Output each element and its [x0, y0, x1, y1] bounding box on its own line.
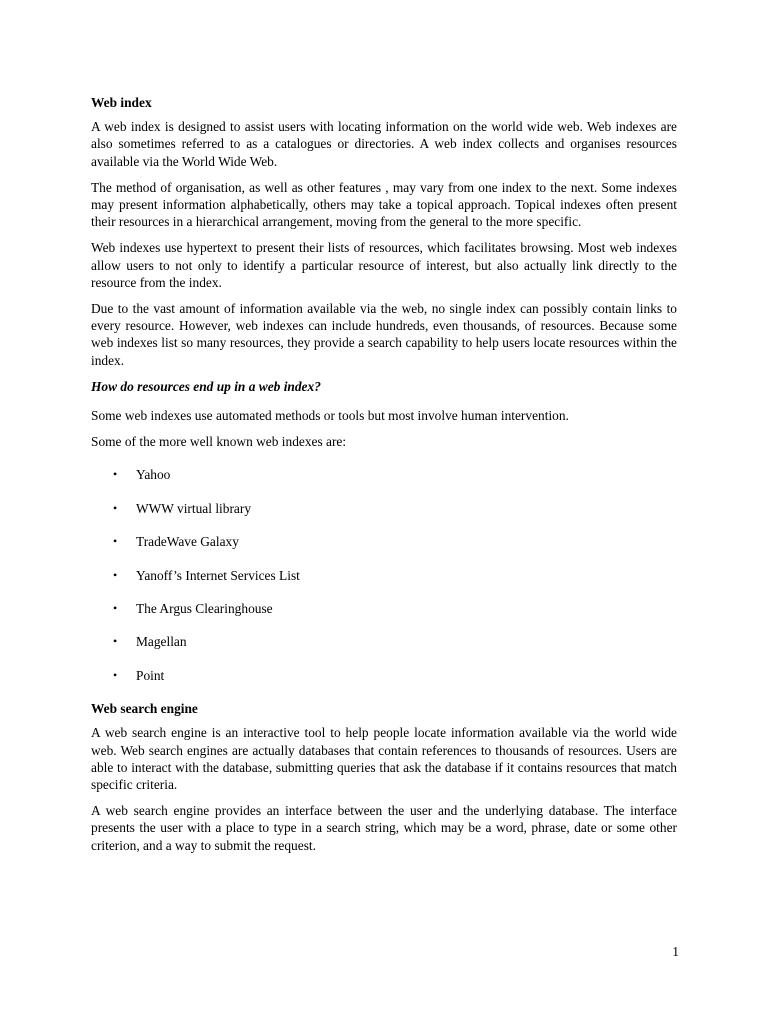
- list-item-label: Magellan: [136, 634, 187, 650]
- paragraph: Web indexes use hypertext to present their lists of resources, which facilitates browsing. Most web indexes allow users to not only to identify a particular resource of interest, but also actually link directly to the resource from the index.: [91, 240, 677, 290]
- bullet-icon: •: [113, 500, 118, 515]
- paragraph: A web search engine provides an interface between the user and the underlying database. The interface presents the user with a place to type in a search string, which may be a word, phrase, date or some other criterion, and a way to submit the request.: [91, 803, 677, 853]
- list-item-label: The Argus Clearinghouse: [136, 601, 273, 617]
- list-item-label: WWW virtual library: [136, 500, 252, 516]
- document-page: [91, 94, 677, 863]
- paragraph: Due to the vast amount of information available via the web, no single index can possibly contain links to every resource. However, web indexes can include hundreds, even thousands, of resources. Because some web indexes list so many resources, they provide a search capability to help users locate resources within the index.: [91, 301, 677, 368]
- bullet-icon: •: [113, 601, 118, 616]
- list-item: [91, 500, 677, 517]
- list-item: [91, 466, 677, 483]
- list-item-label: TradeWave Galaxy: [136, 534, 239, 550]
- section-heading-web-search-engine: Web search engine: [91, 701, 198, 717]
- web-index-list: [91, 466, 677, 684]
- list-item: [91, 633, 677, 650]
- list-item-label: Yanoff’s Internet Services List: [136, 567, 300, 583]
- list-item-label: Yahoo: [136, 467, 171, 483]
- bullet-icon: •: [113, 634, 118, 649]
- list-item: [91, 533, 677, 550]
- bullet-icon: •: [113, 534, 118, 549]
- paragraph: Some web indexes use automated methods or tools but most involve human intervention.: [91, 408, 569, 424]
- subsection-heading: How do resources end up in a web index?: [91, 378, 321, 394]
- paragraph: A web index is designed to assist users with locating information on the world wide web. Web indexes are also sometimes referred to as a catalogues or directories. A web index collects and organises resources available via the World Wide Web.: [91, 119, 677, 169]
- section-heading-web-index: Web index: [91, 95, 152, 110]
- page-number: 1: [672, 943, 679, 959]
- bullet-icon: •: [113, 467, 118, 482]
- list-item-label: Point: [136, 667, 165, 683]
- list-item: [91, 600, 677, 617]
- bullet-icon: •: [113, 567, 118, 582]
- paragraph: A web search engine is an interactive tool to help people locate information available via the world wide web. Web search engines are actually databases that contain references to thousands of resources. Users are able to interact with the database, submitting queries that ask the database if it contains resources that match specific criteria.: [91, 725, 677, 792]
- list-item: [91, 667, 677, 684]
- bullet-icon: •: [113, 667, 118, 682]
- paragraph: Some of the more well known web indexes are:: [91, 434, 347, 450]
- list-item: [91, 567, 677, 584]
- paragraph: The method of organisation, as well as other features , may vary from one index to the next. Some indexes may present information alphabetically, others may take a topical approach. Topical indexes often present their resources in a hierarchical arrangement, moving from the general to the more specific.: [91, 179, 677, 230]
